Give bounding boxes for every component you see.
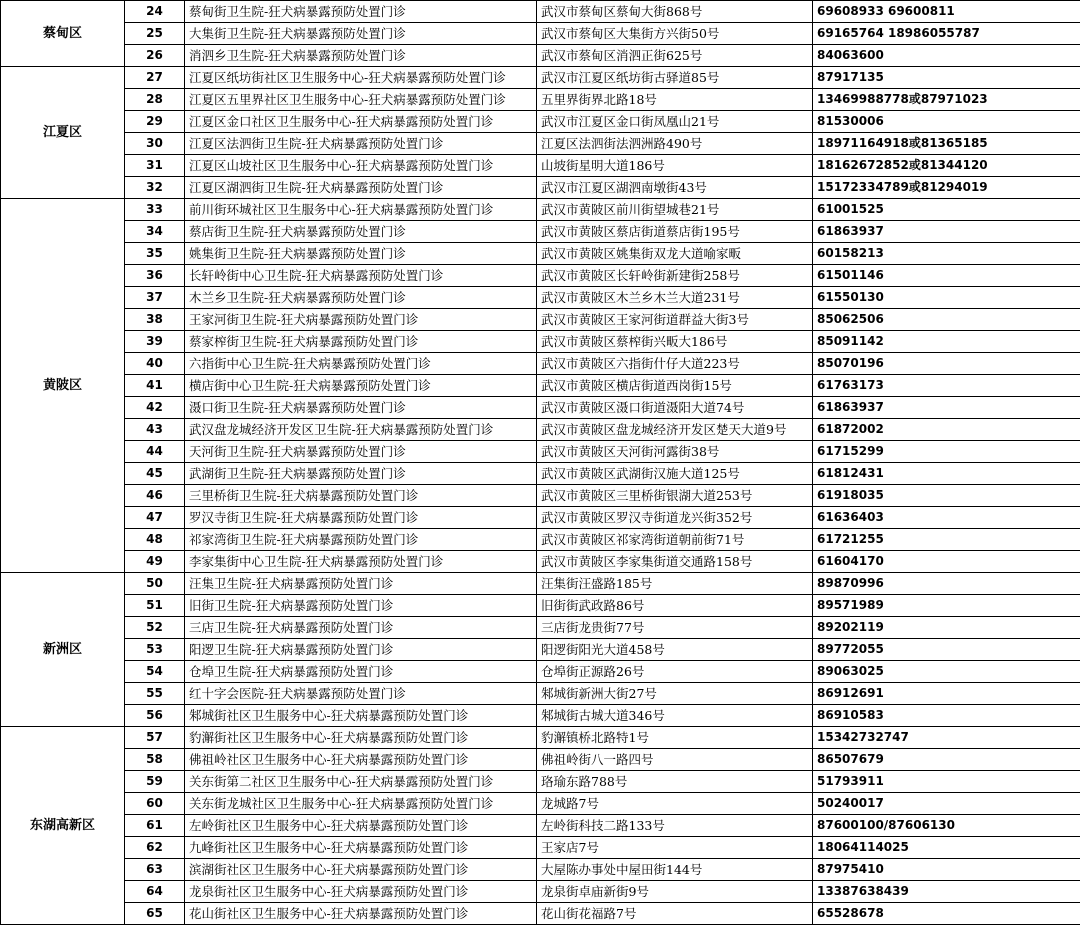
table-row [1,155,1080,177]
num-cell: 65 [125,903,185,925]
clinic-name-cell: 蔡店街卫生院-狂犬病暴露预防处置门诊 [185,221,537,243]
phone-cell: 13469988778或87971023 [813,89,1080,111]
num-cell: 56 [125,705,185,727]
table-row [1,353,1080,375]
table-row [1,287,1080,309]
phone-cell: 87917135 [813,67,1080,89]
clinic-name-cell: 九峰街社区卫生服务中心-狂犬病暴露预防处置门诊 [185,837,537,859]
table-row [1,837,1080,859]
address-cell: 旧街街武政路86号 [537,595,813,617]
address-cell: 五里界街界北路18号 [537,89,813,111]
clinic-name-cell: 罗汉寺街卫生院-狂犬病暴露预防处置门诊 [185,507,537,529]
clinic-name-cell: 江夏区山坡社区卫生服务中心-狂犬病暴露预防处置门诊 [185,155,537,177]
phone-cell: 61715299 [813,441,1080,463]
phone-cell: 61636403 [813,507,1080,529]
table-row [1,45,1080,67]
clinic-name-cell: 仓埠卫生院-狂犬病暴露预防处置门诊 [185,661,537,683]
clinic-name-cell: 蔡家榨街卫生院-狂犬病暴露预防处置门诊 [185,331,537,353]
phone-cell: 51793911 [813,771,1080,793]
phone-cell: 18064114025 [813,837,1080,859]
phone-cell: 61872002 [813,419,1080,441]
address-cell: 武汉市黄陂区木兰乡木兰大道231号 [537,287,813,309]
phone-cell: 61604170 [813,551,1080,573]
address-cell: 豹澥镇桥北路特1号 [537,727,813,749]
clinic-name-cell: 消泗乡卫生院-狂犬病暴露预防处置门诊 [185,45,537,67]
address-cell: 武汉市蔡甸区蔡甸大街868号 [537,1,813,23]
num-cell: 26 [125,45,185,67]
phone-cell: 61863937 [813,397,1080,419]
phone-cell: 81530006 [813,111,1080,133]
address-cell: 武汉市黄陂区祁家湾街道朝前街71号 [537,529,813,551]
address-cell: 佛祖岭街八一路四号 [537,749,813,771]
table-row [1,573,1080,595]
table-row [1,23,1080,45]
phone-cell: 61763173 [813,375,1080,397]
phone-cell: 61863937 [813,221,1080,243]
clinic-name-cell: 前川街环城社区卫生服务中心-狂犬病暴露预防处置门诊 [185,199,537,221]
address-cell: 汪集街汪盛路185号 [537,573,813,595]
address-cell: 武汉市黄陂区六指街什仔大道223号 [537,353,813,375]
phone-cell: 15172334789或81294019 [813,177,1080,199]
address-cell: 武汉市黄陂区滠口街道滠阳大道74号 [537,397,813,419]
num-cell: 58 [125,749,185,771]
phone-cell: 86912691 [813,683,1080,705]
num-cell: 51 [125,595,185,617]
clinic-name-cell: 江夏区纸坊街社区卫生服务中心-狂犬病暴露预防处置门诊 [185,67,537,89]
table-row [1,507,1080,529]
clinic-name-cell: 红十字会医院-狂犬病暴露预防处置门诊 [185,683,537,705]
clinic-name-cell: 邾城街社区卫生服务中心-狂犬病暴露预防处置门诊 [185,705,537,727]
district-cell: 黄陂区 [1,199,125,573]
table-row [1,89,1080,111]
table-row [1,859,1080,881]
table-row [1,727,1080,749]
district-cell: 蔡甸区 [1,1,125,67]
phone-cell: 89870996 [813,573,1080,595]
phone-cell: 86507679 [813,749,1080,771]
table-row [1,705,1080,727]
table-row [1,177,1080,199]
table-row [1,749,1080,771]
num-cell: 59 [125,771,185,793]
clinic-name-cell: 江夏区湖泗街卫生院-狂犬病暴露预防处置门诊 [185,177,537,199]
phone-cell: 85062506 [813,309,1080,331]
phone-cell: 15342732747 [813,727,1080,749]
address-cell: 武汉市黄陂区前川街望城巷21号 [537,199,813,221]
num-cell: 41 [125,375,185,397]
address-cell: 武汉市黄陂区长轩岭街新建街258号 [537,265,813,287]
table-row [1,529,1080,551]
address-cell: 武汉市江夏区纸坊街古驿道85号 [537,67,813,89]
address-cell: 武汉市江夏区湖泗南墩街43号 [537,177,813,199]
address-cell: 武汉市黄陂区武湖街汉施大道125号 [537,463,813,485]
address-cell: 仓埠街正源路26号 [537,661,813,683]
table-row [1,485,1080,507]
clinic-name-cell: 长轩岭街中心卫生院-狂犬病暴露预防处置门诊 [185,265,537,287]
phone-cell: 13387638439 [813,881,1080,903]
num-cell: 54 [125,661,185,683]
table-row [1,463,1080,485]
num-cell: 33 [125,199,185,221]
address-cell: 武汉市黄陂区横店街道西岗街15号 [537,375,813,397]
address-cell: 武汉市黄陂区王家河街道群益大街3号 [537,309,813,331]
clinic-name-cell: 蔡甸街卫生院-狂犬病暴露预防处置门诊 [185,1,537,23]
clinic-name-cell: 左岭街社区卫生服务中心-狂犬病暴露预防处置门诊 [185,815,537,837]
phone-cell: 61550130 [813,287,1080,309]
num-cell: 48 [125,529,185,551]
clinic-name-cell: 武汉盘龙城经济开发区卫生院-狂犬病暴露预防处置门诊 [185,419,537,441]
address-cell: 龙城路7号 [537,793,813,815]
num-cell: 36 [125,265,185,287]
address-cell: 花山街花福路7号 [537,903,813,925]
phone-cell: 65528678 [813,903,1080,925]
num-cell: 49 [125,551,185,573]
table-row [1,903,1080,925]
address-cell: 武汉市黄陂区三里桥街银湖大道253号 [537,485,813,507]
district-cell: 新洲区 [1,573,125,727]
clinic-name-cell: 滨湖街社区卫生服务中心-狂犬病暴露预防处置门诊 [185,859,537,881]
address-cell: 王家店7号 [537,837,813,859]
table-row [1,639,1080,661]
phone-cell: 86910583 [813,705,1080,727]
num-cell: 64 [125,881,185,903]
phone-cell: 61812431 [813,463,1080,485]
table-row [1,551,1080,573]
table-row [1,133,1080,155]
phone-cell: 61001525 [813,199,1080,221]
table-row [1,881,1080,903]
clinic-name-cell: 花山街社区卫生服务中心-狂犬病暴露预防处置门诊 [185,903,537,925]
table-row [1,199,1080,221]
num-cell: 30 [125,133,185,155]
address-cell: 大屋陈办事处中屋田街144号 [537,859,813,881]
table-row [1,265,1080,287]
phone-cell: 85091142 [813,331,1080,353]
num-cell: 63 [125,859,185,881]
phone-cell: 69608933 69600811 [813,1,1080,23]
phone-cell: 69165764 18986055787 [813,23,1080,45]
table-row [1,595,1080,617]
num-cell: 45 [125,463,185,485]
num-cell: 25 [125,23,185,45]
address-cell: 武汉市黄陂区蔡榨街兴畈大186号 [537,331,813,353]
clinic-name-cell: 关东街龙城社区卫生服务中心-狂犬病暴露预防处置门诊 [185,793,537,815]
table-row [1,221,1080,243]
address-cell: 龙泉街卓庙新街9号 [537,881,813,903]
table-row [1,331,1080,353]
num-cell: 62 [125,837,185,859]
address-cell: 武汉市蔡甸区消泗正街625号 [537,45,813,67]
clinic-name-cell: 六指街中心卫生院-狂犬病暴露预防处置门诊 [185,353,537,375]
num-cell: 29 [125,111,185,133]
clinic-name-cell: 江夏区五里界社区卫生服务中心-狂犬病暴露预防处置门诊 [185,89,537,111]
clinic-name-cell: 王家河街卫生院-狂犬病暴露预防处置门诊 [185,309,537,331]
table-row [1,243,1080,265]
clinic-name-cell: 大集街卫生院-狂犬病暴露预防处置门诊 [185,23,537,45]
address-cell: 武汉市黄陂区罗汉寺街道龙兴街352号 [537,507,813,529]
phone-cell: 84063600 [813,45,1080,67]
address-cell: 武汉市蔡甸区大集街方兴街50号 [537,23,813,45]
clinic-name-cell: 汪集卫生院-狂犬病暴露预防处置门诊 [185,573,537,595]
table-row [1,683,1080,705]
table-row [1,111,1080,133]
num-cell: 60 [125,793,185,815]
table-row [1,661,1080,683]
table-row [1,309,1080,331]
district-cell: 江夏区 [1,67,125,199]
num-cell: 57 [125,727,185,749]
address-cell: 邾城街古城大道346号 [537,705,813,727]
num-cell: 42 [125,397,185,419]
num-cell: 35 [125,243,185,265]
phone-cell: 18971164918或81365185 [813,133,1080,155]
address-cell: 阳逻街阳光大道458号 [537,639,813,661]
num-cell: 37 [125,287,185,309]
phone-cell: 61918035 [813,485,1080,507]
clinic-name-cell: 佛祖岭社区卫生服务中心-狂犬病暴露预防处置门诊 [185,749,537,771]
table-row [1,419,1080,441]
table-row [1,617,1080,639]
address-cell: 武汉市黄陂区蔡店街道蔡店街195号 [537,221,813,243]
address-cell: 武汉市黄陂区盘龙城经济开发区楚天大道9号 [537,419,813,441]
num-cell: 47 [125,507,185,529]
table-row [1,397,1080,419]
num-cell: 44 [125,441,185,463]
num-cell: 53 [125,639,185,661]
num-cell: 52 [125,617,185,639]
address-cell: 武汉市黄陂区李家集街道交通路158号 [537,551,813,573]
num-cell: 28 [125,89,185,111]
num-cell: 46 [125,485,185,507]
address-cell: 山坡街星明大道186号 [537,155,813,177]
clinic-name-cell: 武湖街卫生院-狂犬病暴露预防处置门诊 [185,463,537,485]
address-cell: 左岭街科技二路133号 [537,815,813,837]
table-row [1,375,1080,397]
clinic-name-cell: 江夏区法泗街卫生院-狂犬病暴露预防处置门诊 [185,133,537,155]
num-cell: 38 [125,309,185,331]
phone-cell: 61721255 [813,529,1080,551]
clinic-name-cell: 天河街卫生院-狂犬病暴露预防处置门诊 [185,441,537,463]
clinic-name-cell: 江夏区金口社区卫生服务中心-狂犬病暴露预防处置门诊 [185,111,537,133]
table-row [1,441,1080,463]
num-cell: 24 [125,1,185,23]
num-cell: 55 [125,683,185,705]
address-cell: 江夏区法泗街法泗洲路490号 [537,133,813,155]
num-cell: 40 [125,353,185,375]
address-cell: 武汉市江夏区金口街凤凰山21号 [537,111,813,133]
clinic-name-cell: 阳逻卫生院-狂犬病暴露预防处置门诊 [185,639,537,661]
address-cell: 武汉市黄陂区姚集街双龙大道喻家畈 [537,243,813,265]
clinic-name-cell: 旧街卫生院-狂犬病暴露预防处置门诊 [185,595,537,617]
num-cell: 34 [125,221,185,243]
phone-cell: 60158213 [813,243,1080,265]
clinic-name-cell: 木兰乡卫生院-狂犬病暴露预防处置门诊 [185,287,537,309]
num-cell: 43 [125,419,185,441]
clinic-name-cell: 李家集街中心卫生院-狂犬病暴露预防处置门诊 [185,551,537,573]
table-row [1,771,1080,793]
clinic-name-cell: 豹澥街社区卫生服务中心-狂犬病暴露预防处置门诊 [185,727,537,749]
phone-cell: 87600100/87606130 [813,815,1080,837]
clinic-table-body [1,1,1080,925]
phone-cell: 61501146 [813,265,1080,287]
num-cell: 31 [125,155,185,177]
table-row [1,1,1080,23]
phone-cell: 89202119 [813,617,1080,639]
num-cell: 39 [125,331,185,353]
phone-cell: 18162672852或81344120 [813,155,1080,177]
clinic-name-cell: 横店街中心卫生院-狂犬病暴露预防处置门诊 [185,375,537,397]
clinic-name-cell: 祁家湾街卫生院-狂犬病暴露预防处置门诊 [185,529,537,551]
clinic-name-cell: 滠口街卫生院-狂犬病暴露预防处置门诊 [185,397,537,419]
address-cell: 邾城街新洲大街27号 [537,683,813,705]
phone-cell: 89772055 [813,639,1080,661]
phone-cell: 85070196 [813,353,1080,375]
table-row [1,67,1080,89]
num-cell: 50 [125,573,185,595]
clinic-name-cell: 关东街第二社区卫生服务中心-狂犬病暴露预防处置门诊 [185,771,537,793]
table-row [1,793,1080,815]
num-cell: 61 [125,815,185,837]
phone-cell: 87975410 [813,859,1080,881]
clinic-name-cell: 龙泉街社区卫生服务中心-狂犬病暴露预防处置门诊 [185,881,537,903]
phone-cell: 89571989 [813,595,1080,617]
address-cell: 武汉市黄陂区天河街河露街38号 [537,441,813,463]
address-cell: 三店街龙贵街77号 [537,617,813,639]
phone-cell: 50240017 [813,793,1080,815]
table-row [1,815,1080,837]
phone-cell: 89063025 [813,661,1080,683]
district-cell: 东湖高新区 [1,727,125,925]
clinic-name-cell: 三里桥街卫生院-狂犬病暴露预防处置门诊 [185,485,537,507]
clinic-name-cell: 姚集街卫生院-狂犬病暴露预防处置门诊 [185,243,537,265]
num-cell: 32 [125,177,185,199]
address-cell: 珞瑜东路788号 [537,771,813,793]
clinic-name-cell: 三店卫生院-狂犬病暴露预防处置门诊 [185,617,537,639]
num-cell: 27 [125,67,185,89]
